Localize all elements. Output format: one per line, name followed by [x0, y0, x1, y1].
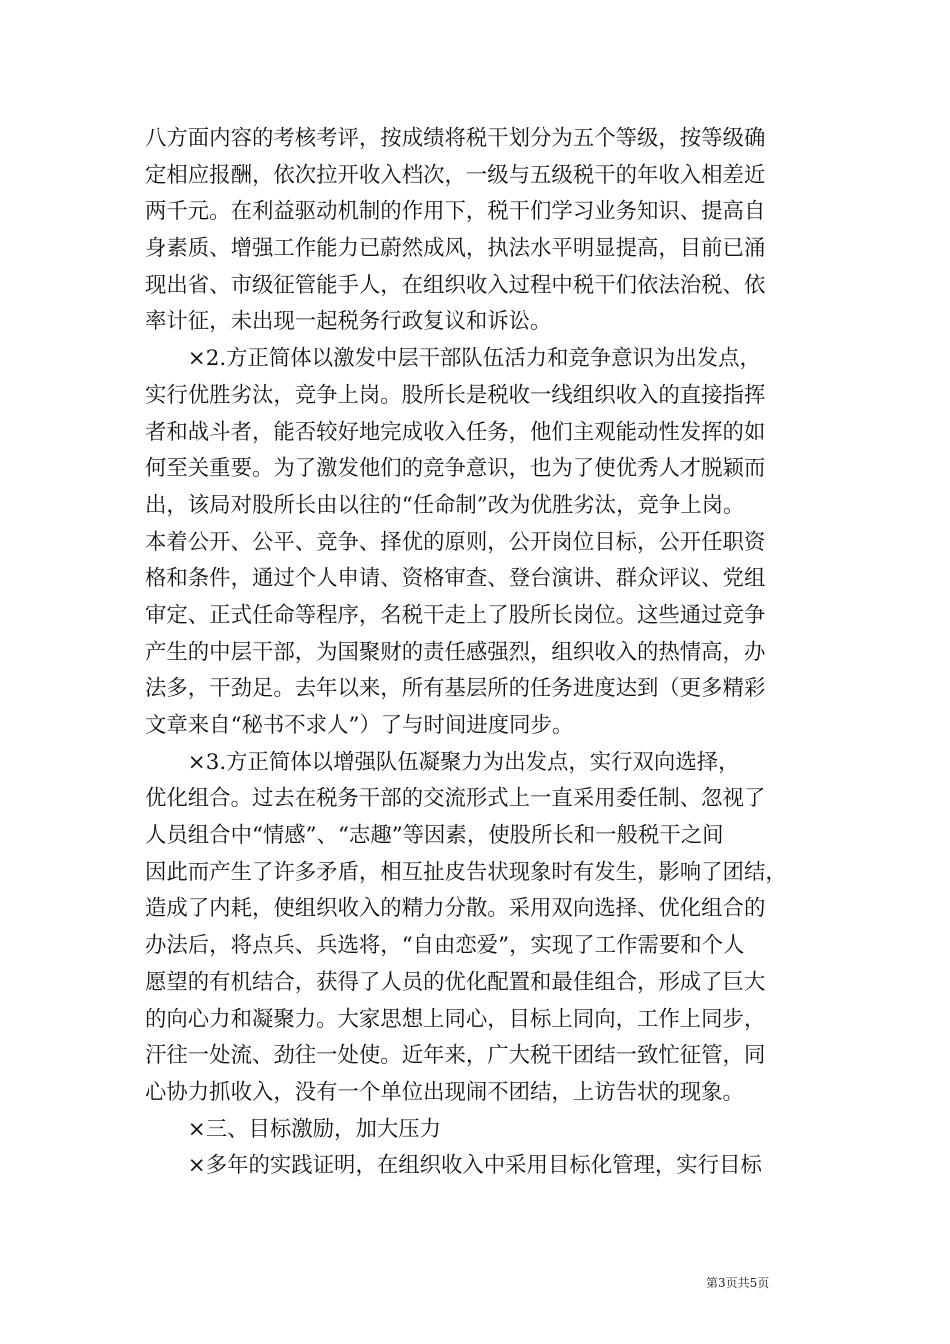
- text-line: 心协力抓收入，没有一个单位出现闹不团结，上访告状的现象。: [145, 1079, 744, 1105]
- text-line: 率计征，未出现一起税务行政复议和诉讼。: [145, 309, 552, 335]
- text-line: 汗往一处流、劲往一处使。近年来，广大税干团结一致忙征管，同: [145, 1043, 766, 1069]
- page-number-footer: 第3页共5页: [706, 1276, 770, 1290]
- text-line: 实行优胜劣汰，竞争上岗。股所长是税收一线组织收入的直接指挥: [145, 382, 766, 408]
- text-line: 因此而产生了许多矛盾，相互扯皮告状现象时有发生，影响了团结，: [145, 859, 787, 885]
- text-line: 人员组合中“情感”、“志趣”等因素，使股所长和一般税干之间: [145, 823, 724, 849]
- text-line: 办法后，将点兵、兵选将，“自由恋爱”，实现了工作需要和个人: [145, 933, 745, 959]
- text-line: ×三、目标激励，加大压力: [145, 1116, 442, 1142]
- text-line: 身素质、增强工作能力已蔚然成风，执法水平明显提高，目前已涌: [145, 236, 766, 262]
- text-line: 愿望的有机结合，获得了人员的优化配置和最佳组合，形成了巨大: [145, 969, 766, 995]
- text-line: 两千元。在利益驱动机制的作用下，税干们学习业务知识、提高自: [145, 199, 766, 225]
- text-line: 法多，干劲足。去年以来，所有基层所的任务进度达到（更多精彩: [145, 676, 766, 702]
- text-line: 格和条件，通过个人申请、资格审查、登台演讲、群众评议、党组: [145, 566, 766, 592]
- text-line: ×2.方正简体以激发中层干部队伍活力和竞争意识为出发点，: [145, 346, 761, 372]
- text-line: 文章来自“秘书不求人”）了与时间进度同步。: [145, 713, 574, 738]
- text-line: 造成了内耗，使组织收入的精力分散。采用双向选择、优化组合的: [145, 896, 766, 922]
- text-line: ×3.方正简体以增强队伍凝聚力为出发点，实行双向选择，: [145, 749, 740, 775]
- text-line: 现出省、市级征管能手人，在组织收入过程中税干们依法治税、依: [145, 272, 766, 298]
- text-line: 八方面内容的考核考评，按成绩将税干划分为五个等级，按等级确: [145, 126, 766, 151]
- text-line: 优化组合。过去在税务干部的交流形式上一直采用委任制、忽视了: [145, 786, 766, 812]
- text-line: ×多年的实践证明，在组织收入中采用目标化管理，实行目标: [145, 1153, 762, 1179]
- text-line: 本着公开、公平、竞争、择优的原则，公开岗位目标，公开任职资: [145, 529, 766, 555]
- text-line: 出，该局对股所长由以往的“任命制”改为优胜劣汰，竞争上岗。: [145, 492, 745, 518]
- text-line: 的向心力和凝聚力。大家思想上同心，目标上同向，工作上同步，: [145, 1006, 766, 1032]
- text-line: 产生的中层干部，为国聚财的责任感强烈，组织收入的热情高，办: [145, 639, 766, 665]
- text-line: 何至关重要。为了激发他们的竞争意识，也为了使优秀人才脱颖而: [145, 456, 766, 482]
- body-text: [145, 121, 835, 1185]
- text-line: 者和战斗者，能否较好地完成收入任务，他们主观能动性发挥的如: [145, 419, 766, 445]
- text-line: 定相应报酬，依次拉开收入档次，一级与五级税干的年收入相差近: [145, 162, 766, 188]
- text-line: 审定、正式任命等程序，名税干走上了股所长岗位。这些通过竞争: [145, 602, 766, 628]
